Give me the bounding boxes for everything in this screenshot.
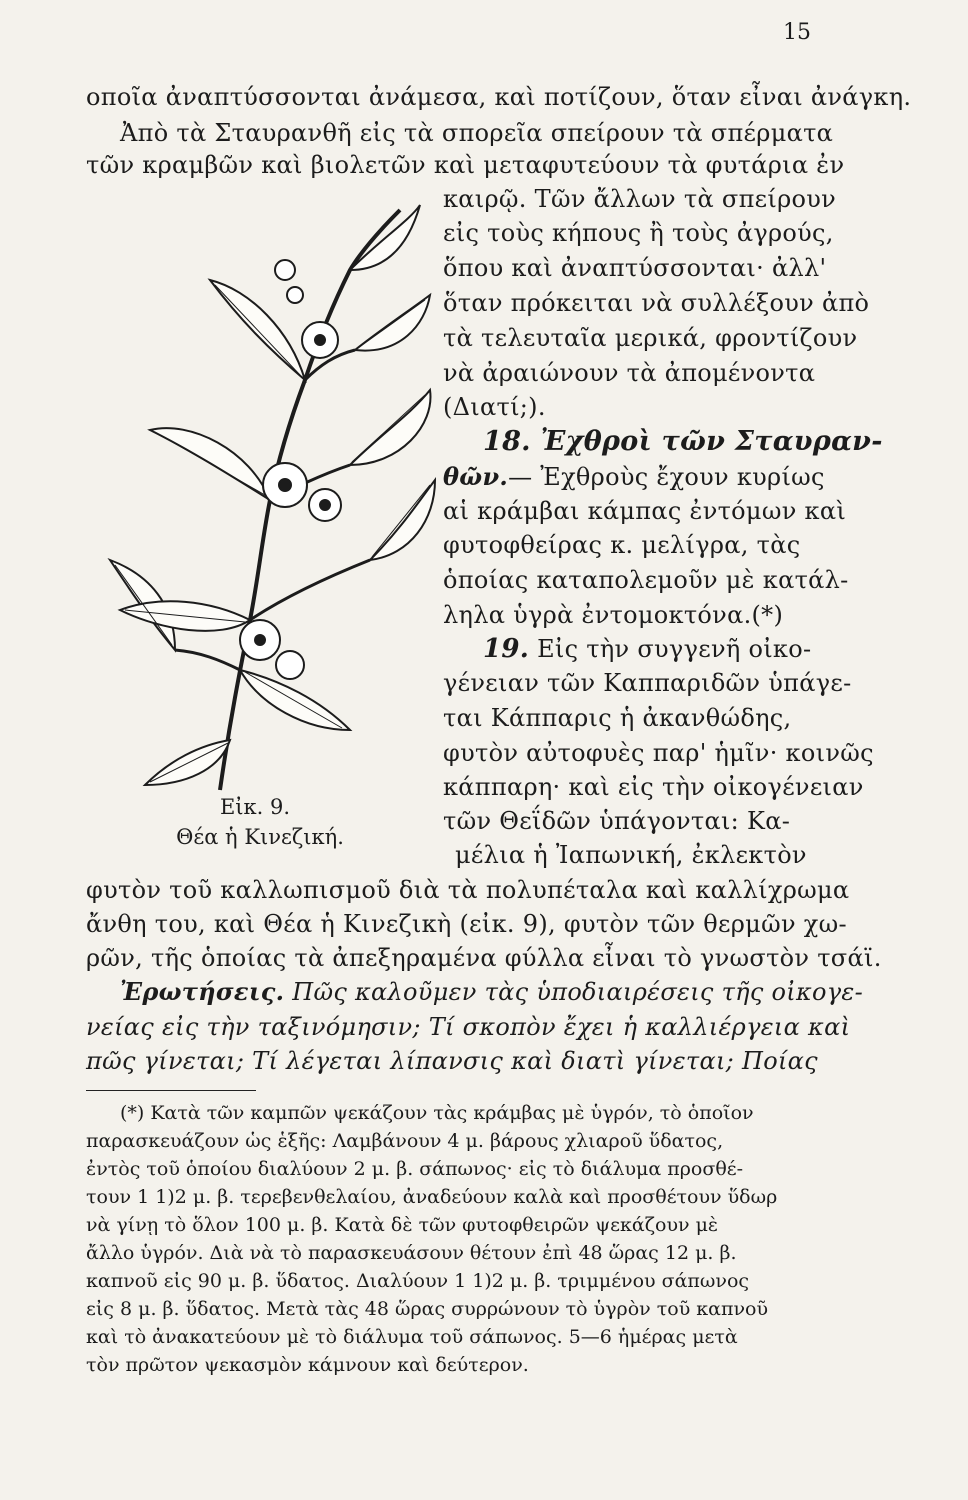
- body-line: καιρῷ. Τῶν ἄλλων τὰ σπείρουν: [443, 185, 837, 213]
- body-line: ληλα ὑγρὰ ἐντομοκτόνα.(*): [443, 601, 784, 629]
- body-line: Ἀπὸ τὰ Σταυρανθῆ εἰς τὰ σπορεῖα σπείρουν τὰ σπέρματα: [120, 119, 834, 147]
- body-line: φυτὸν τοῦ καλλωπισμοῦ διὰ τὰ πολυπέταλα καὶ καλλίχρωμα: [86, 876, 850, 904]
- body-line: εἰς τοὺς κήπους ἢ τοὺς ἀγρούς,: [443, 219, 834, 247]
- footnote-line: καὶ τὸ ἀνακατεύουν μὲ τὸ διάλυμα τοῦ σάπωνος. 5—6 ἡμέρας μετὰ: [86, 1326, 738, 1348]
- body-line: τὰ τελευταῖα μερικά, φροντίζουν: [443, 324, 858, 352]
- body-line: μέλια ἡ Ἰαπωνική, ἐκλεκτὸν: [455, 841, 807, 869]
- body-line: ται Κάππαρις ἡ ἀκανθώδης,: [443, 704, 792, 732]
- body-line: φυτοφθείρας κ. μελίγρα, τὰς: [443, 531, 801, 559]
- tea-plant-illustration: [80, 200, 440, 800]
- question-text: Πῶς καλοῦμεν τὰς ὑποδιαιρέσεις τῆς οἰκογε-: [292, 978, 863, 1006]
- body-line: [443, 462, 843, 492]
- body-line: κάππαρη· καὶ εἰς τὴν οἰκογένειαν: [443, 773, 864, 801]
- footnote-line: νὰ γίνῃ τὸ ὅλον 100 μ. β. Κατὰ δὲ τῶν φυτοφθειρῶν ψεκάζουν μὲ: [86, 1214, 719, 1236]
- footnote-line: ἐντὸς τοῦ ὁποίου διαλύουν 2 μ. β. σάπωνος· εἰς τὸ διάλυμα προσθέ-: [86, 1158, 744, 1180]
- footnote-line: ἄλλο ὑγρόν. Διὰ νὰ τὸ παρασκευάσουν θέτουν ἐπὶ 48 ὥρας 12 μ. β.: [86, 1242, 737, 1264]
- question-line: νείας εἰς τὴν ταξινόμησιν; Τί σκοπὸν ἔχει ἡ καλλιέργεια καὶ: [86, 1013, 851, 1041]
- body-line: οποῖα ἀναπτύσσονται ἀνάμεσα, καὶ ποτίζουν, ὅταν εἶναι ἀνάγκη.: [86, 83, 912, 111]
- figure-caption-number: Εἰκ. 9.: [219, 795, 291, 819]
- section-18-heading: [483, 427, 883, 457]
- figure-caption-title: Θέα ἡ Κινεζική.: [176, 825, 344, 849]
- footnote-line: καπνοῦ εἰς 90 μ. β. ὕδατος. Διαλύουν 1 1)2 μ. β. τριμμένου σάπωνος: [86, 1270, 750, 1292]
- section-title: Ἐχθροὶ τῶν Σταυραν-: [540, 426, 883, 457]
- section-title-cont: θῶν.: [443, 462, 509, 491]
- question-line: πῶς γίνεται; Τί λέγεται λίπανσις καὶ διατὶ γίνεται; Ποίας: [86, 1047, 818, 1075]
- questions-label: Ἐρωτήσεις.: [120, 977, 285, 1006]
- footnote-line: εἰς 8 μ. β. ὕδατος. Μετὰ τὰς 48 ὥρας συρρώνουν τὸ ὑγρὸν τοῦ καπνοῦ: [86, 1298, 769, 1320]
- body-line: ὅταν πρόκειται νὰ συλλέξουν ἀπὸ: [443, 289, 870, 317]
- body-line: (Διατί;).: [443, 393, 546, 421]
- footnote-rule: [86, 1090, 256, 1091]
- body-line: νὰ ἀραιώνουν τὰ ἀπομένοντα: [443, 359, 816, 387]
- footnote-line: (*) Κατὰ τῶν καμπῶν ψεκάζουν τὰς κράμβας μὲ ὑγρόν, τὸ ὁποῖον: [120, 1102, 754, 1124]
- body-text: — Ἐχθροὺς ἔχουν κυρίως: [508, 463, 825, 491]
- section-number: 19.: [483, 634, 530, 664]
- page-number: 15: [783, 20, 811, 45]
- body-line: τῶν Θεΐδῶν ὑπάγονται: Κα-: [443, 807, 791, 835]
- questions-line: [120, 977, 880, 1007]
- body-line: γένειαν τῶν Καππαριδῶν ὑπάγε-: [443, 669, 852, 697]
- body-line: τῶν κραμβῶν καὶ βιολετῶν καὶ μεταφυτεύουν τὰ φυτάρια ἐν: [86, 151, 845, 179]
- body-text: Εἰς τὴν συγγενῆ οἰκο-: [537, 635, 812, 663]
- footnote-line: τὸν πρῶτον ψεκασμὸν κάμνουν καὶ δεύτερον.: [86, 1354, 529, 1376]
- footnote-line: παρασκευάζουν ὡς ἑξῆς: Λαμβάνουν 4 μ. βάρους χλιαροῦ ὕδατος,: [86, 1130, 724, 1152]
- section-number: 18.: [483, 426, 531, 457]
- body-line: αἱ κράμβαι κάμπας ἐντόμων καὶ: [443, 497, 847, 525]
- body-line: φυτὸν αὐτοφυὲς παρ' ἡμῖν· κοινῶς: [443, 739, 874, 767]
- section-19-first-line: [483, 634, 883, 664]
- body-line: ἄνθη του, καὶ Θέα ἡ Κινεζικὴ (εἰκ. 9), φυτὸν τῶν θερμῶν χω-: [86, 910, 847, 938]
- footnote-line: τουν 1 1)2 μ. β. τερεβενθελαίου, ἀναδεύουν καλὰ καὶ προσθέτουν ὕδωρ: [86, 1186, 778, 1208]
- body-line: ὅπου καὶ ἀναπτύσσονται· ἀλλ': [443, 254, 827, 282]
- body-line: ὁποίας καταπολεμοῦν μὲ κατάλ-: [443, 566, 849, 594]
- body-line: ρῶν, τῆς ὁποίας τὰ ἀπεξηραμένα φύλλα εἶναι τὸ γνωστὸν τσάϊ.: [86, 944, 882, 972]
